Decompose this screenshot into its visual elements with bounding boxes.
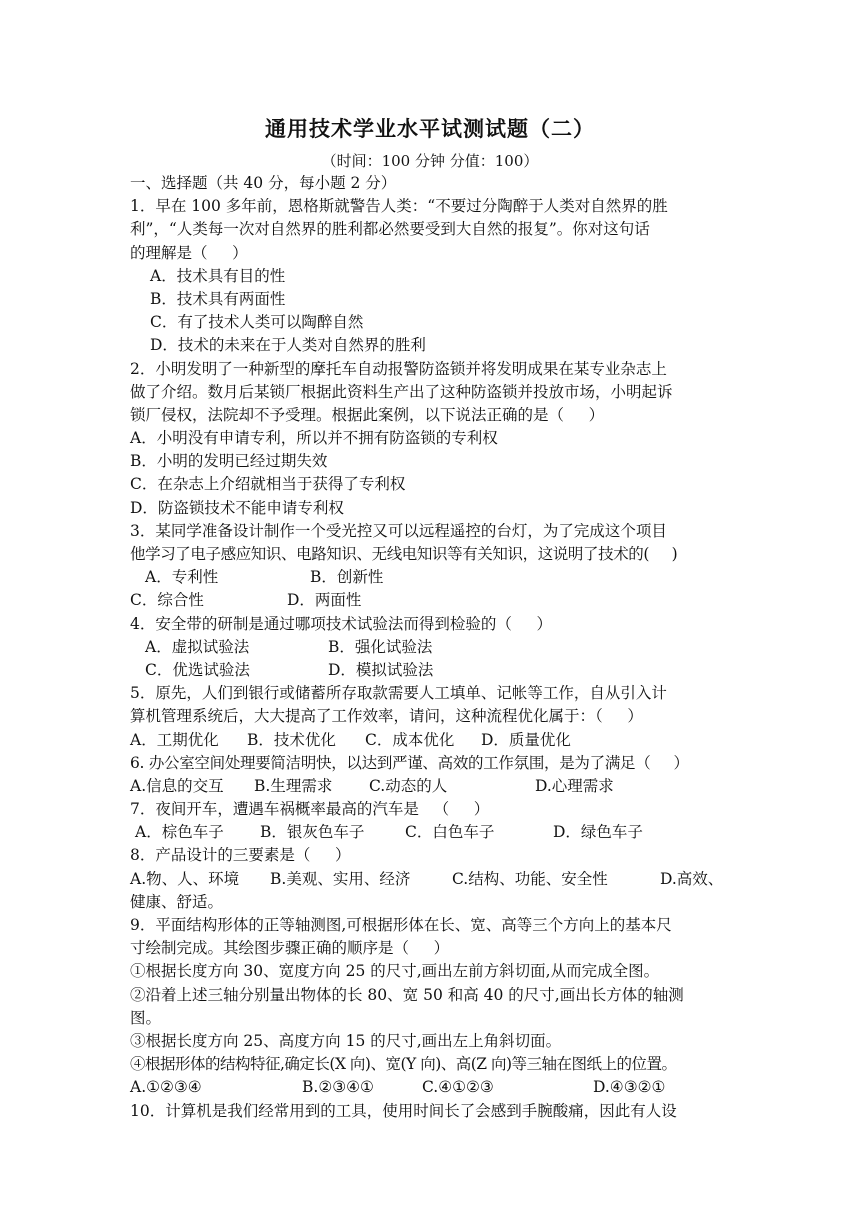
option-a: A．虚拟试验法	[145, 637, 250, 656]
question-6	[130, 752, 740, 798]
option-c: C．白色车子	[405, 823, 495, 842]
option-d: D．防盗锁技术不能申请专利权	[130, 498, 344, 517]
question-text-line: 5．原先，人们到银行或储蓄所存取款需要人工填单、记帐等工作，自从引入计	[130, 684, 667, 703]
option-c: C．综合性	[130, 591, 204, 610]
question-8	[130, 844, 740, 914]
question-text-line: 1．早在 100 多年前，恩格斯就警告人类：“不要过分陶醉于人类对自然界的胜	[130, 197, 668, 216]
question-text-line: 3．某同学准备设计制作一个受光控又可以远程遥控的台灯，为了完成这个项目	[130, 521, 667, 540]
options-row	[130, 729, 740, 752]
option-c: C.动态的人	[369, 776, 448, 795]
section-heading: 一、选择题（共 40 分，每小题 2 分）	[130, 174, 397, 192]
option-d: D．模拟试验法	[328, 660, 434, 679]
question-text-line: 6. 办公室空间处理要简洁明快，以达到严谨、高效的工作氛围，是为了满足（ ）	[130, 753, 689, 772]
option-a: A．小明没有申请专利，所以并不拥有防盗锁的专利权	[130, 429, 498, 448]
option-a: A．专利性	[145, 568, 219, 587]
question-7	[130, 798, 740, 844]
option-b: B．技术具有两面性	[150, 289, 286, 308]
question-text-line: 9．平面结构形体的正等轴测图,可根据形体在长、宽、高等三个方向上的基本尺	[130, 916, 672, 934]
question-text-line: 4．安全带的研制是通过哪项技术试验法而得到检验的（ ）	[130, 614, 552, 633]
options-row	[130, 1076, 740, 1099]
option-b: B.生理需求	[254, 776, 333, 795]
options-row	[130, 821, 740, 844]
option-d: D.④③②①	[593, 1078, 666, 1097]
option-b: B．技术优化	[247, 730, 336, 749]
question-text-line: 利”，“人类每一次对自然界的胜利都必然要受到大自然的报复”。你对这句话	[130, 220, 650, 239]
question-9	[130, 914, 740, 1100]
options-row	[130, 589, 740, 612]
options-row	[130, 775, 740, 798]
step-4: ④根据形体的结构特征,确定长(X 向)、宽(Y 向)、高(Z 向)等三轴在图纸上的位置。	[130, 1055, 677, 1074]
option-d: D．两面性	[287, 591, 362, 610]
option-d: D．绿色车子	[553, 823, 643, 842]
option-d-continuation: 健康、舒适。	[130, 892, 224, 911]
option-b: B．强化试验法	[328, 637, 433, 656]
question-text-line: 寸绘制完成。其绘图步骤正确的顺序是（ ）	[130, 939, 450, 958]
options-row	[130, 868, 740, 891]
step-2-continuation: 图。	[130, 1008, 162, 1027]
step-2: ②沿着上述三轴分别量出物体的长 80、宽 50 和高 40 的尺寸,画出长方体的轴测	[130, 985, 684, 1004]
option-c: C．有了技术人类可以陶醉自然	[150, 313, 364, 332]
option-c: C.结构、功能、安全性	[452, 869, 608, 888]
option-b: B．小明的发明已经过期失效	[130, 452, 328, 471]
option-b: B．银灰色车子	[260, 823, 365, 842]
question-text-line: 算机管理系统后，大大提高了工作效率，请问，这种流程优化属于：（ ）	[130, 707, 643, 726]
option-a: A.物、人、环境	[130, 869, 240, 888]
options-row	[130, 566, 740, 589]
question-text-line: 8．产品设计的三要素是（ ）	[130, 846, 351, 865]
page-title: 通用技术学业水平试测试题（二）	[265, 117, 595, 141]
option-b: B.美观、实用、经济	[270, 869, 411, 888]
option-d: D．质量优化	[481, 730, 571, 749]
question-text-line: 2．小明发明了一种新型的摩托车自动报警防盗锁并将发明成果在某专业杂志上	[130, 359, 667, 378]
option-d: D.高效、	[660, 869, 724, 888]
options-row	[130, 636, 740, 659]
question-5	[130, 682, 740, 752]
exam-time-score: （时间：100 分钟 分值：100）	[321, 152, 539, 170]
option-d: D．技术的未来在于人类对自然界的胜利	[150, 336, 426, 355]
option-a: A.①②③④	[130, 1078, 202, 1097]
option-a: A.信息的交互	[130, 776, 224, 795]
exam-body	[130, 172, 740, 1123]
option-a: A．技术具有目的性	[150, 266, 286, 285]
question-text-line: 7．夜间开车，遭遇车祸概率最高的汽车是 （ ）	[130, 800, 490, 819]
option-c: C．在杂志上介绍就相当于获得了专利权	[130, 475, 406, 494]
question-text-line: 做了介绍。数月后某锁厂根据此资料生产出了这种防盗锁并投放市场，小明起诉	[130, 382, 673, 401]
option-c: C.④①②③	[422, 1078, 494, 1097]
option-b: B．创新性	[310, 568, 384, 587]
option-c: C．优选试验法	[145, 660, 250, 679]
option-c: C．成本优化	[365, 730, 455, 749]
option-a: A．工期优化	[130, 730, 219, 749]
question-text-line: 他学习了电子感应知识、电路知识、无线电知识等有关知识，这说明了技术的( )	[130, 545, 678, 563]
step-1: ①根据长度方向 30、宽度方向 25 的尺寸,画出左前方斜切面,从而完成全图。	[130, 962, 660, 981]
question-text-line: 锁厂侵权，法院却不予受理。根据此案例，以下说法正确的是（ ）	[130, 405, 605, 424]
option-d: D.心理需求	[535, 776, 614, 795]
question-text-line: 10．计算机是我们经常用到的工具，使用时间长了会感到手腕酸痛，因此有人设	[130, 1101, 677, 1120]
options-row	[130, 659, 740, 682]
option-b: B.②③④①	[302, 1078, 374, 1097]
step-3: ③根据长度方向 25、高度方向 15 的尺寸,画出左上角斜切面。	[130, 1031, 562, 1050]
question-4	[130, 613, 740, 683]
question-2	[130, 358, 740, 520]
question-1	[130, 195, 740, 357]
question-text-line: 的理解是（ ）	[130, 243, 248, 262]
option-a: A．棕色车子	[135, 823, 224, 842]
question-3	[130, 520, 740, 613]
question-10	[130, 1100, 740, 1123]
